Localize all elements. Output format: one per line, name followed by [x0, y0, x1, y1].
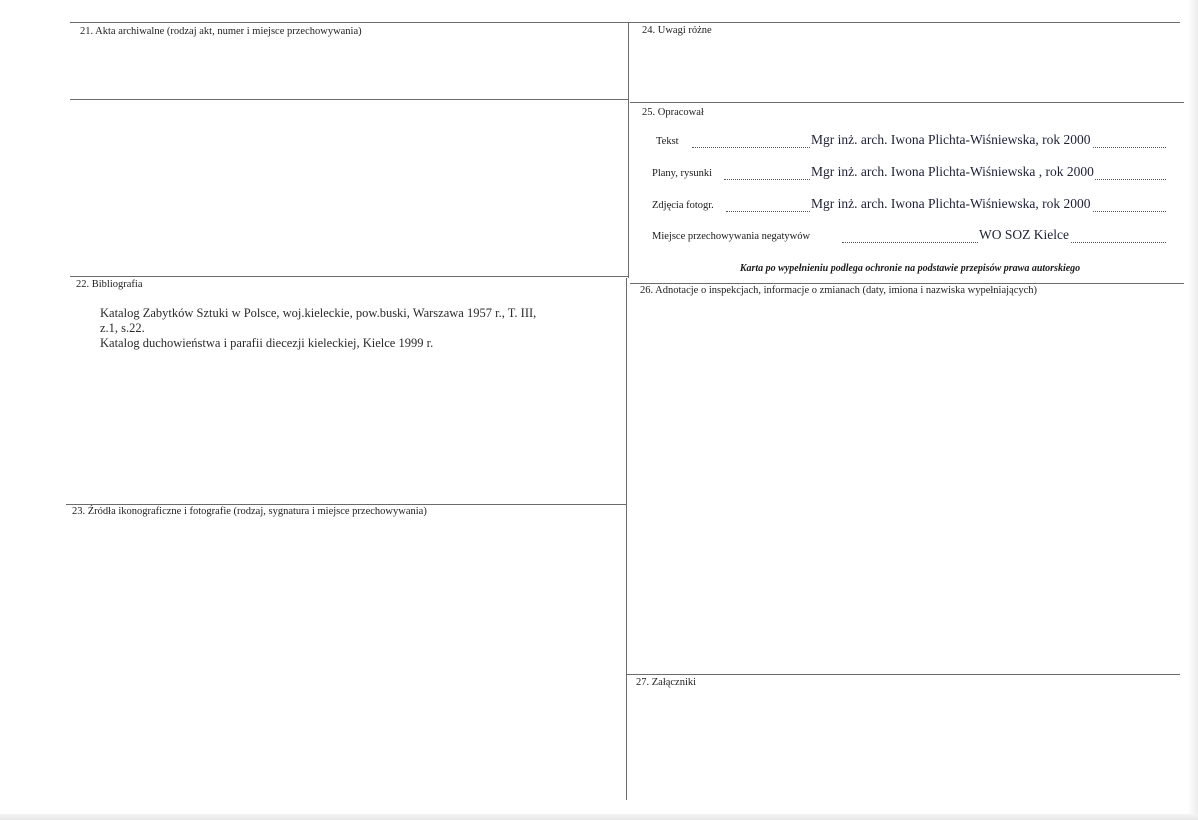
- section-24-label: 24. Uwagi różne: [642, 25, 712, 36]
- bibliography-line-1: Katalog Zabytków Sztuki w Polsce, woj.kieleckie, pow.buski, Warszawa 1957 r., T. III,: [100, 306, 537, 320]
- bibliography-text: [100, 306, 610, 351]
- center-divider: [628, 22, 629, 278]
- section-22-label: 22. Bibliografia: [76, 279, 143, 290]
- prepared-zdjecia-label: Zdjęcia fotogr.: [652, 200, 714, 211]
- prepared-zdjecia-value: Mgr inż. arch. Iwona Plichta-Wiśniewska, rok 2000: [811, 196, 1091, 211]
- copyright-note: Karta po wypełnieniu podlega ochronie na podstawie przepisów prawa autorskiego: [739, 263, 1081, 274]
- prepared-plany-value: Mgr inż. arch. Iwona Plichta-Wiśniewska , rok 2000: [811, 164, 1094, 179]
- rule-26-top: [630, 283, 1184, 284]
- bibliography-line-3: Katalog duchowieństwa i parafii diecezji kieleckiej, Kielce 1999 r.: [100, 336, 434, 350]
- section-21-label: 21. Akta archiwalne (rodzaj akt, numer i miejsce przechowywania): [80, 26, 362, 37]
- prepared-miejsce-label: Miejsce przechowywania negatywów: [652, 231, 811, 242]
- bibliography-line-2: z.1, s.22.: [100, 321, 145, 335]
- section-23-label: 23. Źródła ikonograficzne i fotografie (rodzaj, sygnatura i miejsce przechowywania): [72, 506, 427, 517]
- section-27-label: 27. Załączniki: [636, 677, 697, 688]
- rule-21-end: [70, 99, 628, 100]
- rule-27-top: [626, 674, 1180, 675]
- paper-edge-bottom: [0, 814, 1198, 820]
- prepared-row-miejsce: [652, 226, 1166, 244]
- prepared-miejsce-value: WO SOZ Kielce: [979, 227, 1069, 242]
- section-26-label: 26. Adnotacje o inspekcjach, informacje o zmianach (daty, imiona i nazwiska wypełniających): [640, 285, 1038, 296]
- prepared-row-tekst: [652, 131, 1166, 149]
- section-25-label: 25. Opracował: [642, 107, 704, 118]
- prepared-tekst-label: Tekst: [656, 136, 679, 147]
- prepared-plany-label: Plany, rysunki: [652, 168, 712, 179]
- rule-23-top: [66, 504, 626, 505]
- paper-edge-right: [1188, 0, 1198, 820]
- rule-22-top: [70, 276, 628, 277]
- prepared-tekst-value: Mgr inż. arch. Iwona Plichta-Wiśniewska, rok 2000: [811, 132, 1091, 147]
- prepared-row-zdjecia: [652, 195, 1166, 213]
- top-rule: [70, 22, 1180, 23]
- prepared-row-plany: [652, 163, 1166, 181]
- rule-24-end: [630, 102, 1184, 103]
- center-divider-lower: [626, 278, 627, 800]
